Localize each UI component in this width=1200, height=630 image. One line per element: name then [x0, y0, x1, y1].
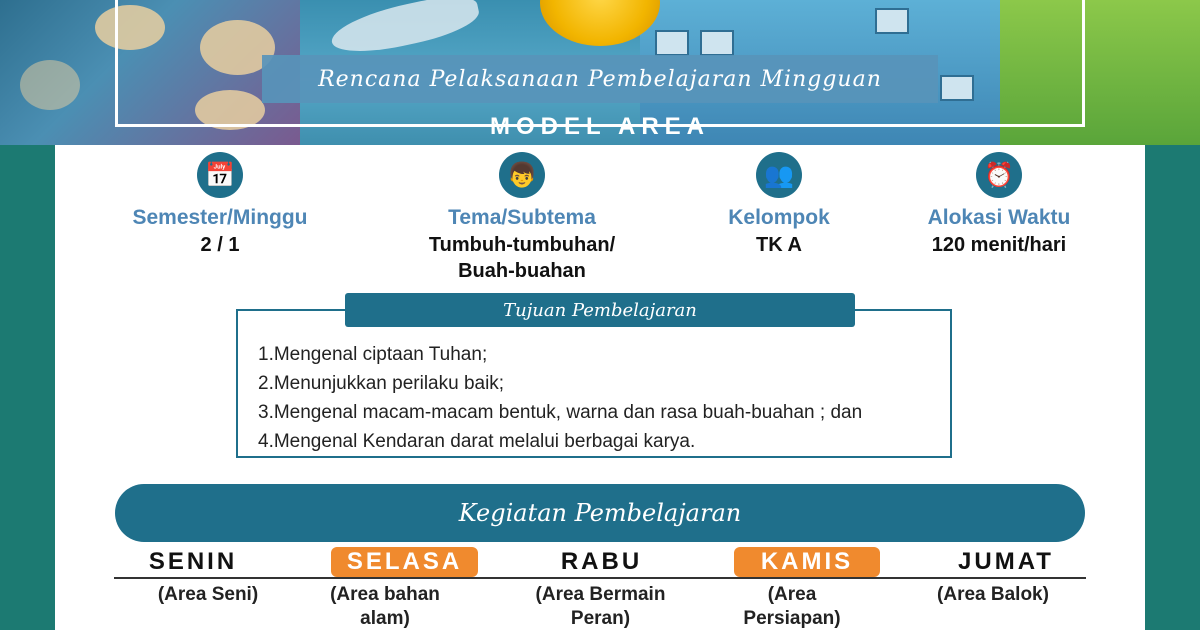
tujuan-heading — [345, 293, 855, 327]
info-label: Semester/Minggu — [132, 206, 308, 229]
info-value: 2 / 1 — [200, 234, 240, 256]
info-label: Kelompok — [728, 206, 830, 229]
alarm-clock-icon: ⏰ — [976, 152, 1022, 198]
day-selasa: SELASA — [331, 547, 478, 577]
day-rabu: RABU — [560, 548, 643, 575]
day-kamis: KAMIS — [734, 547, 880, 577]
info-value: TK A — [756, 234, 802, 256]
list-item: 1.Mengenal ciptaan Tuhan; — [258, 344, 488, 365]
kegiatan-heading-text: Kegiatan Pembelajaran — [458, 499, 742, 527]
info-label: Tema/Subtema — [448, 206, 596, 229]
model-area-label: MODEL AREA — [489, 113, 710, 140]
children-icon: 👦 — [499, 152, 545, 198]
list-item: 4.Mengenal Kendaran darat melalui berbagai karya. — [258, 431, 696, 452]
banner-title-bar — [262, 55, 938, 103]
info-value: 120 menit/hari — [931, 234, 1067, 256]
day-senin: SENIN — [148, 548, 238, 575]
list-item: 3.Mengenal macam-macam bentuk, warna dan rasa buah-buahan ; dan — [258, 402, 863, 423]
day-jumat: JUMAT — [958, 548, 1054, 575]
info-label: Alokasi Waktu — [927, 206, 1071, 229]
info-alokasi — [869, 152, 1129, 258]
days-row — [114, 547, 1086, 579]
group-icon: 👥 — [756, 152, 802, 198]
list-item: 2.Menunjukkan perilaku baik; — [258, 373, 505, 394]
area-kamis: (Area Persiapan) — [743, 584, 841, 629]
header-banner — [0, 0, 1200, 145]
info-semester — [90, 152, 350, 258]
area-selasa: (Area bahan alam) — [330, 584, 440, 629]
info-tema — [392, 152, 652, 284]
tujuan-list — [258, 340, 862, 456]
area-senin: (Area Seni) — [157, 584, 259, 605]
banner-title: Rencana Pelaksanaan Pembelajaran Mingguan — [318, 66, 882, 92]
info-value: Tumbuh-tumbuhan/ Buah-buahan — [428, 234, 616, 282]
calendar-icon: 📅 — [197, 152, 243, 198]
kegiatan-heading — [115, 484, 1085, 542]
area-jumat: (Area Balok) — [937, 584, 1049, 605]
tujuan-heading-text: Tujuan Pembelajaran — [503, 299, 697, 321]
area-rabu: (Area Bermain Peran) — [535, 584, 666, 629]
